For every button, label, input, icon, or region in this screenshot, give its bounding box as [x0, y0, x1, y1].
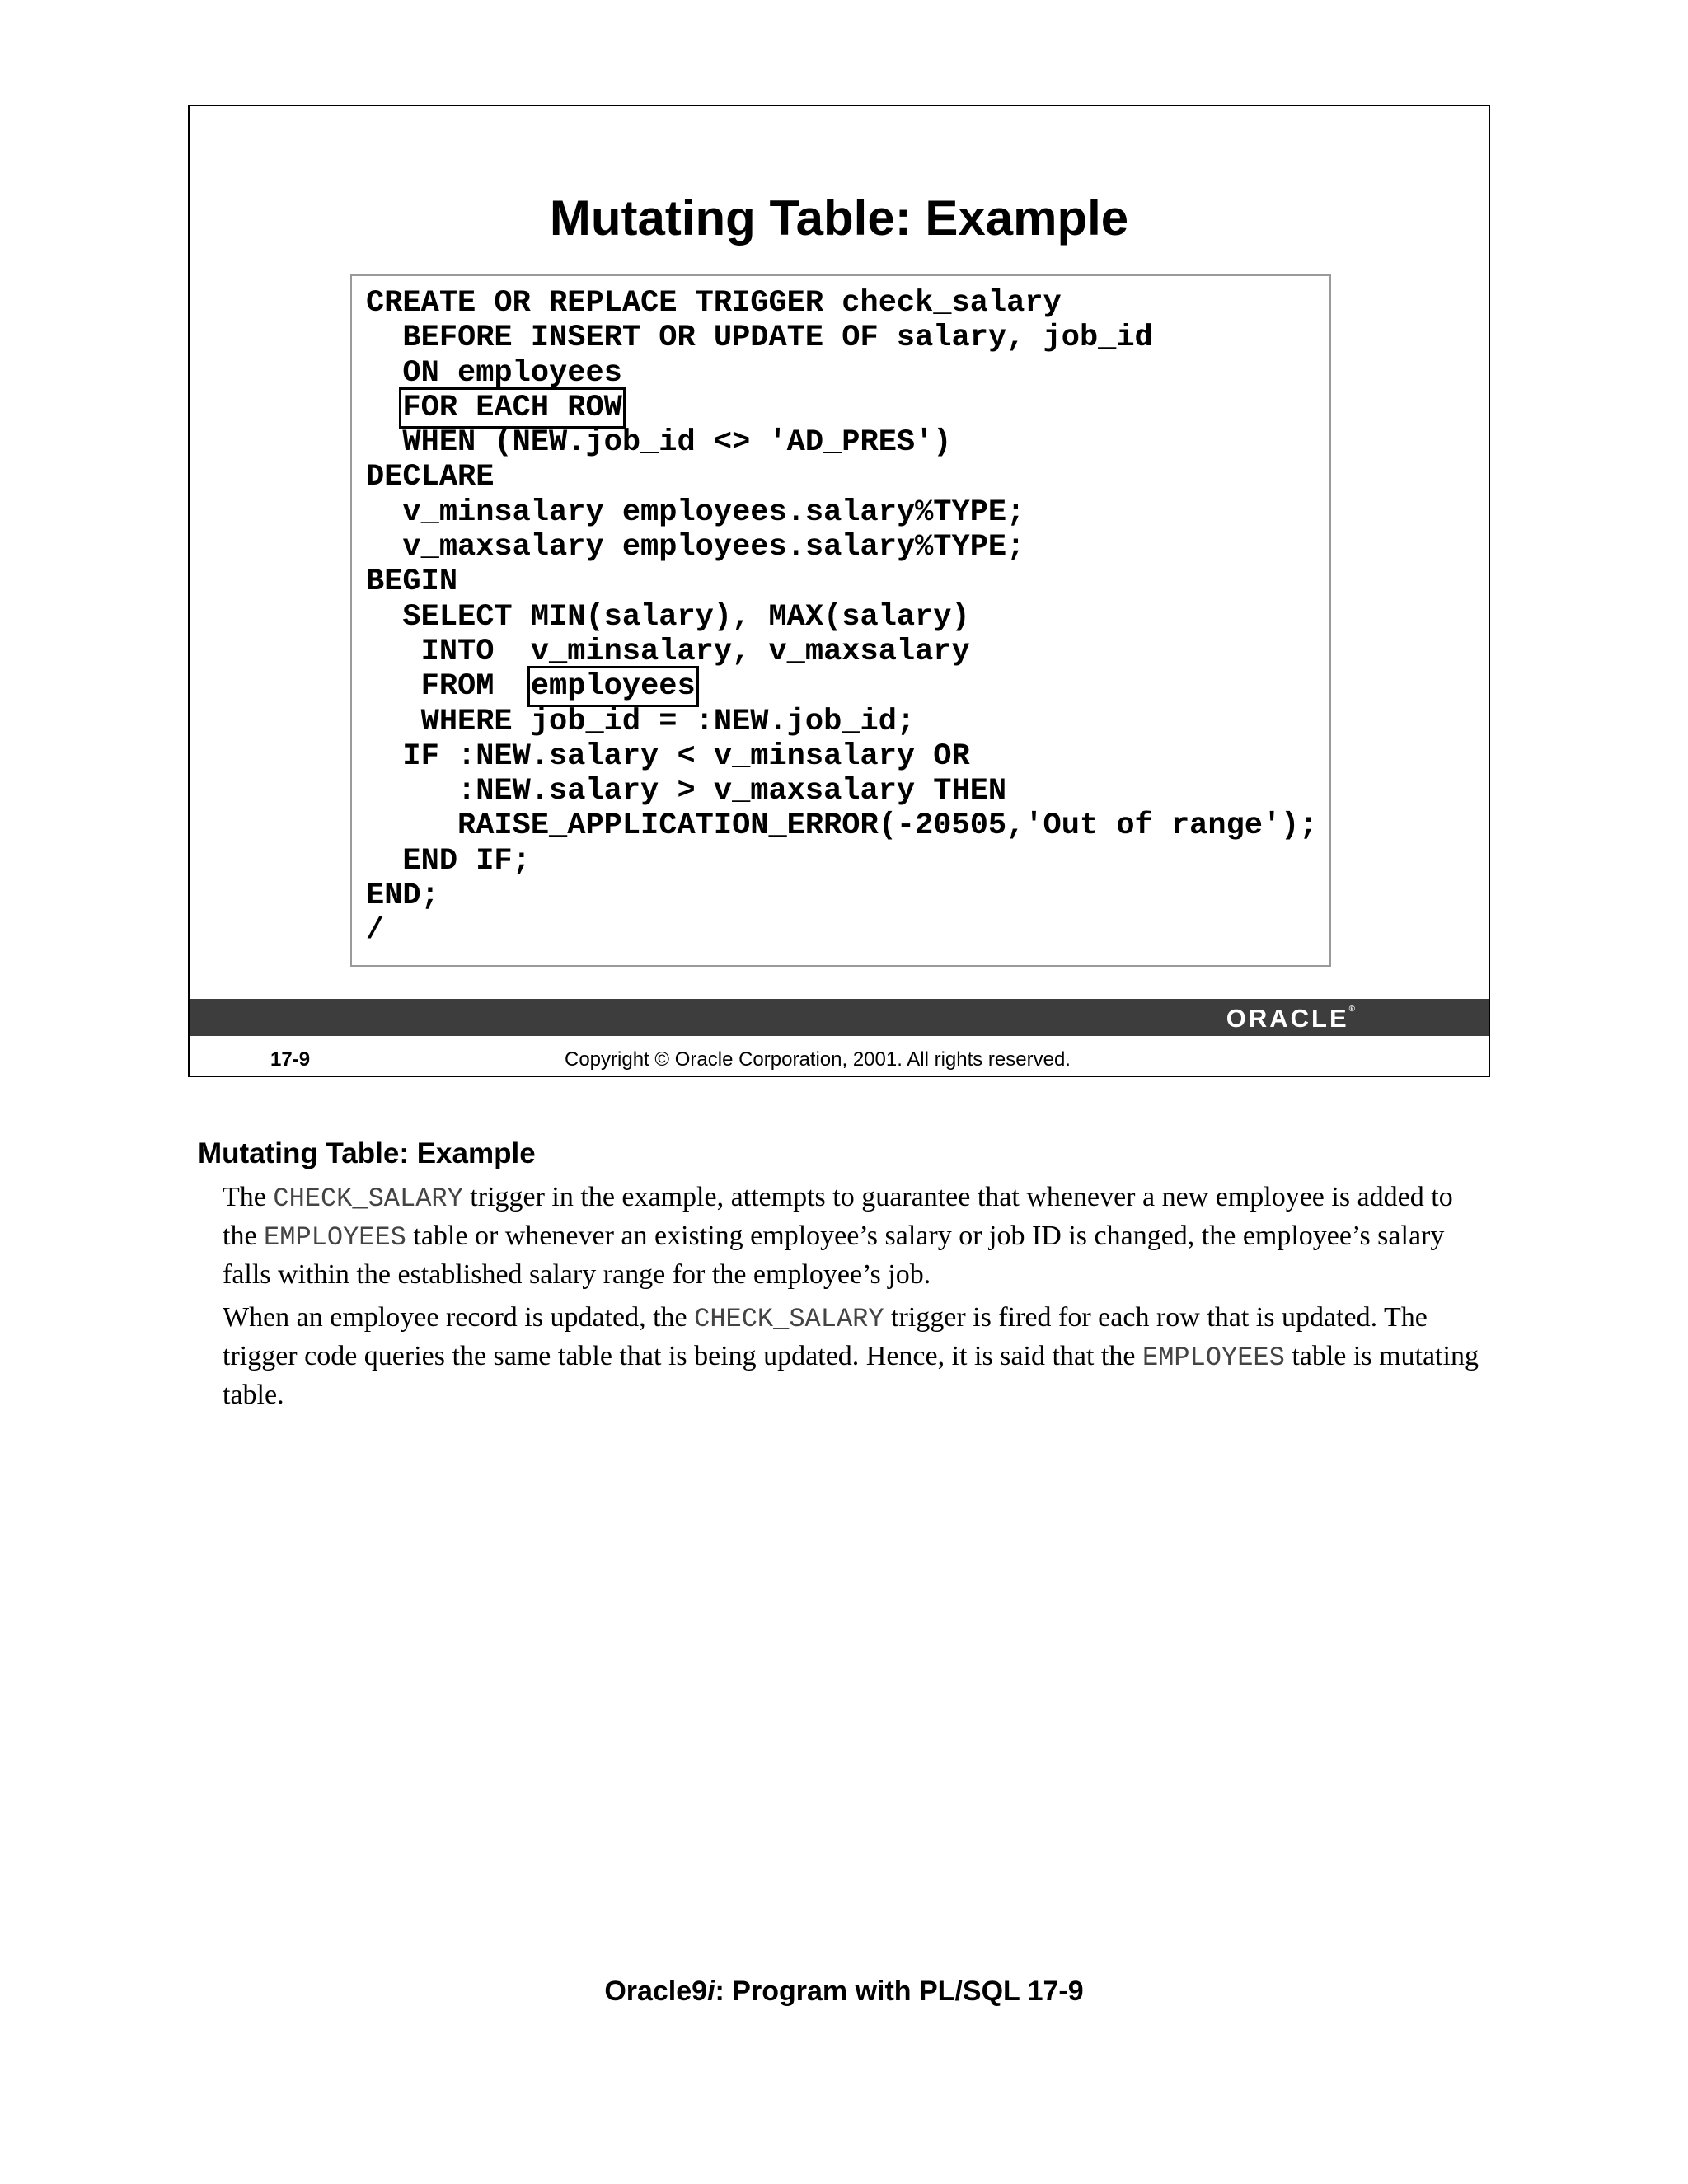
code-line: BEFORE INSERT OR UPDATE OF salary, job_id [366, 321, 1153, 356]
copyright-text: Copyright © Oracle Corporation, 2001. All rights reserved. [565, 1048, 1071, 1071]
highlight-employees: employees [530, 669, 696, 705]
notes-paragraph-2 [223, 1299, 1484, 1413]
text-run: table is mutating table. [223, 1341, 1479, 1410]
notes-heading: Mutating Table: Example [198, 1137, 536, 1169]
code-line: BEGIN [366, 565, 458, 600]
text-run: trigger is fired for each row that is updated. The trigger code queries the same table that is being updated. Hence, it is said that the [223, 1302, 1428, 1371]
code-term: EMPLOYEES [264, 1222, 406, 1253]
code-line: WHERE job_id = :NEW.job_id; [366, 704, 916, 739]
footer-italic: i [707, 1975, 715, 2007]
code-line [366, 391, 1318, 425]
oracle-logo [1226, 1005, 1355, 1031]
code-block [366, 286, 1318, 949]
code-line: ON employees [366, 355, 622, 391]
code-line: INTO v_minsalary, v_maxsalary [366, 634, 970, 669]
code-term: EMPLOYEES [1142, 1343, 1285, 1373]
code-line: END; [366, 879, 439, 914]
slide-number: 17-9 [270, 1048, 311, 1071]
code-prefix: FROM [366, 669, 531, 705]
code-line: RAISE_APPLICATION_ERROR(-20505,'Out of range'); [366, 808, 1318, 844]
text-run: table or whenever an existing employee’s salary or job ID is changed, the employee’s salary falls within the established salary range for the employee’s job. [223, 1221, 1445, 1290]
slide-title: Mutating Table: Example [549, 190, 1129, 246]
code-line [366, 669, 1318, 704]
code-line: / [366, 913, 385, 949]
registered-mark: ® [1348, 1005, 1355, 1014]
code-line: v_maxsalary employees.salary%TYPE; [366, 530, 1025, 565]
code-line: DECLARE [366, 460, 495, 495]
code-line: v_minsalary employees.salary%TYPE; [366, 494, 1025, 530]
code-term: CHECK_SALARY [694, 1304, 884, 1334]
oracle-logo-text: ORACLE [1226, 1004, 1349, 1033]
code-line: SELECT MIN(salary), MAX(salary) [366, 599, 970, 635]
highlight-for-each-row: FOR EACH ROW [402, 390, 622, 425]
text-run: trigger in the example, attempts to guarantee that whenever a new employee is added to the [223, 1182, 1453, 1251]
code-line: END IF; [366, 843, 531, 879]
code-line: :NEW.salary > v_maxsalary THEN [366, 774, 1007, 809]
code-line: IF :NEW.salary < v_minsalary OR [366, 738, 970, 774]
oracle-bar [190, 999, 1489, 1036]
code-indent [366, 391, 402, 425]
text-run: The [223, 1182, 274, 1212]
code-term: CHECK_SALARY [273, 1183, 463, 1214]
page-footer [0, 1975, 1688, 2008]
code-box [350, 274, 1331, 967]
slide [188, 105, 1490, 1077]
footer-suffix: : Program with PL/SQL 17-9 [715, 1975, 1084, 2007]
code-line: CREATE OR REPLACE TRIGGER check_salary [366, 286, 1062, 321]
footer-prefix: Oracle9 [604, 1975, 708, 2007]
text-run: When an employee record is updated, the [223, 1302, 695, 1333]
code-line: WHEN (NEW.job_id <> 'AD_PRES') [366, 425, 952, 461]
notes-paragraph-1 [223, 1179, 1484, 1293]
